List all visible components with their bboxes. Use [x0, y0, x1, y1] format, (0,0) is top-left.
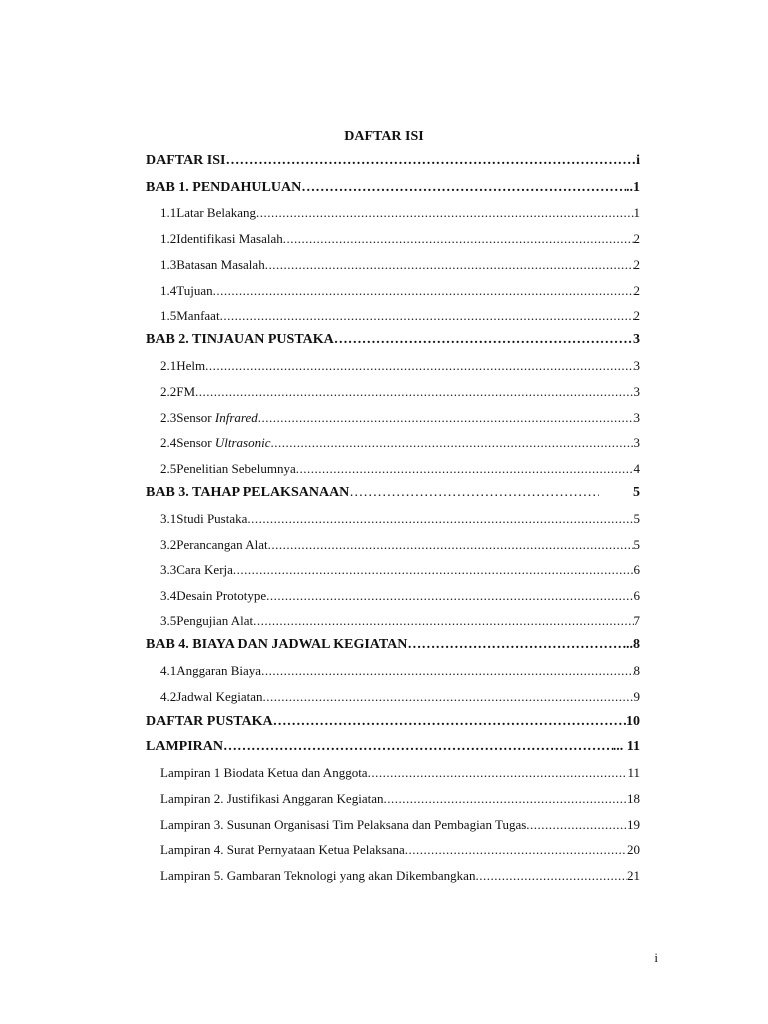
- toc-leader: [271, 435, 634, 451]
- toc-entry: [0, 689, 768, 707]
- toc-entry-page: 11: [627, 765, 640, 780]
- toc-entry-page: 18: [627, 791, 640, 806]
- toc-entry: [0, 588, 768, 606]
- toc-entry-page: 3: [633, 410, 640, 425]
- toc-entry-title: [0, 714, 273, 730]
- toc-entry-title-text: BAB 1. PENDAHULUAN: [146, 180, 302, 195]
- toc-leader: [256, 205, 633, 221]
- toc-entry-title: [176, 231, 283, 247]
- toc-entry-title-text: FM: [176, 384, 196, 399]
- toc-entry-title: [176, 308, 219, 324]
- page-number: i: [654, 950, 658, 965]
- toc-entry-title-text: Pengujian Alat: [176, 613, 254, 628]
- toc-entry-page: 3: [633, 384, 640, 399]
- toc-entry-title: [176, 384, 195, 400]
- toc-leader: [301, 180, 626, 196]
- toc-entry-title: [0, 332, 334, 348]
- toc-entry-page: 3: [633, 435, 640, 450]
- toc-entry-title: [176, 410, 258, 426]
- toc-entry-title-text: DAFTAR PUSTAKA: [146, 714, 273, 729]
- toc-entry-page: 5: [633, 537, 640, 552]
- toc-entry-title: [176, 613, 253, 629]
- toc-entry: [0, 410, 768, 428]
- toc-entry-number: 3.5: [160, 613, 177, 628]
- toc-entry-title-text: Helm: [176, 358, 206, 373]
- toc-entry-title-italic: Ultrasonic: [214, 435, 271, 450]
- toc-entry: [0, 384, 768, 402]
- toc-leader: [195, 384, 633, 400]
- toc-entry-title: [176, 283, 212, 299]
- toc-entry-page: 19: [627, 817, 640, 832]
- toc-entry-title-text: Latar Belakang: [176, 205, 257, 220]
- toc-entry-page: 3: [633, 332, 640, 347]
- toc-entry: [0, 791, 768, 809]
- toc-entry: [0, 153, 768, 173]
- toc-entry-title-text: Cara Kerja: [176, 562, 233, 577]
- toc-entry-page: 5: [633, 485, 640, 500]
- toc-entry: [0, 765, 768, 783]
- toc-entry-page: 2: [633, 308, 640, 323]
- toc-entry-number: 3.1: [160, 511, 177, 526]
- toc-leader: [223, 739, 613, 755]
- toc-entry-title-text: BAB 3. TAHAP PELAKSANAAN: [146, 485, 350, 500]
- toc-entry-title: [0, 765, 368, 781]
- toc-entry-title-text: Lampiran 5. Gambaran Teknologi yang akan Dikembangkan: [160, 868, 476, 883]
- toc-entry: [0, 332, 768, 352]
- toc-leader: [213, 283, 634, 299]
- toc-entry-page: 20: [627, 842, 640, 857]
- toc-entry-page: 8: [633, 663, 640, 678]
- toc-entry-page: 2: [633, 283, 640, 298]
- toc-entry-title-text: Lampiran 4. Surat Pernyataan Ketua Pelaksana: [160, 842, 405, 857]
- toc-entry: [0, 817, 768, 835]
- toc-entry-title: [0, 739, 223, 755]
- toc-entry-title-text: Manfaat: [176, 308, 220, 323]
- toc-entry-title-text: Perancangan Alat: [176, 537, 268, 552]
- toc-entry-title-text: Tujuan: [176, 283, 213, 298]
- toc-entry-title-text: Jadwal Kegiatan: [176, 689, 263, 704]
- toc-entry-title: [176, 689, 262, 705]
- toc-leader: [258, 410, 634, 426]
- toc-entry: [0, 461, 768, 479]
- toc-leader: [253, 613, 633, 629]
- toc-entry: [0, 663, 768, 681]
- toc-entry-title-text: Identifikasi Masalah: [176, 231, 283, 246]
- toc-entry-title: [0, 180, 301, 196]
- toc-entry-title-text: Batasan Masalah: [176, 257, 265, 272]
- toc-entry-title-text: Sensor: [176, 410, 215, 425]
- toc-entry-title-text: LAMPIRAN: [146, 739, 223, 754]
- toc-entry-page: i: [636, 153, 640, 168]
- toc-entry-page: 6: [633, 562, 640, 577]
- toc-entry-title: [176, 562, 233, 578]
- toc-leader: [265, 257, 634, 273]
- toc-leader: [268, 537, 634, 553]
- toc-entry: [0, 257, 768, 275]
- toc-entry-title-text: Studi Pustaka: [176, 511, 248, 526]
- toc-entry-title-text: BAB 4. BIAYA DAN JADWAL KEGIATAN: [146, 637, 408, 652]
- toc-entry-page: 21: [627, 868, 640, 883]
- toc-entry-number: 2.2: [160, 384, 177, 399]
- toc-entry: [0, 511, 768, 529]
- toc-leader: [383, 791, 627, 807]
- toc-leader: [247, 511, 633, 527]
- toc-leader: [205, 358, 633, 374]
- toc-entry-title: [176, 205, 256, 221]
- toc-entry-page: ..1: [626, 180, 640, 195]
- toc-entry: [0, 537, 768, 555]
- toc-leader: [475, 868, 627, 884]
- toc-leader: [526, 817, 627, 833]
- toc-leader: [273, 714, 626, 730]
- toc-entry: [0, 562, 768, 580]
- toc-entry-number: 1.4: [160, 283, 177, 298]
- toc-entry-number: 2.3: [160, 410, 177, 425]
- toc-entry: [0, 485, 768, 505]
- toc-entry-title-text: Desain Prototype: [176, 588, 267, 603]
- toc-entry-number: 1.2: [160, 231, 177, 246]
- toc-entry-number: 3.2: [160, 537, 177, 552]
- toc-entry-title-text: Lampiran 3. Susunan Organisasi Tim Pelaksana dan Pembagian Tugas: [160, 817, 527, 832]
- toc-entry-title: [176, 588, 266, 604]
- toc-entry-page: 9: [633, 689, 640, 704]
- toc-entry-page: 7: [633, 613, 640, 628]
- toc-entry-title: [176, 257, 264, 273]
- toc-entry: [0, 283, 768, 301]
- toc-entry-title-text: Sensor: [176, 435, 215, 450]
- toc-entry-page: ... 11: [612, 739, 640, 754]
- toc-entry: [0, 739, 768, 759]
- toc-entry-title-text: Lampiran 1 Biodata Ketua dan Anggota: [160, 765, 368, 780]
- toc-entry-title: [0, 817, 526, 833]
- toc-entry-number: 2.1: [160, 358, 177, 373]
- toc-entry-title-text: Anggaran Biaya: [176, 663, 262, 678]
- toc-entry-page: 2: [633, 257, 640, 272]
- toc-entry: [0, 180, 768, 200]
- toc-entry-title-text: Penelitian Sebelumnya: [176, 461, 296, 476]
- toc-entry-number: 2.5: [160, 461, 177, 476]
- toc-entry-title: [176, 663, 261, 679]
- toc-entry-number: 4.1: [160, 663, 177, 678]
- toc-entry-title: [176, 537, 267, 553]
- toc-entry-page: ..8: [626, 637, 640, 652]
- toc-entry-title: [0, 153, 225, 169]
- toc-entry-number: 2.4: [160, 435, 177, 450]
- toc-leader: [407, 637, 626, 653]
- toc-entry-page: 10: [626, 714, 640, 729]
- toc-entry-title: [176, 511, 247, 527]
- toc-entry-page: 6: [633, 588, 640, 603]
- page-title: DAFTAR ISI: [344, 129, 424, 144]
- toc-entry-page: 3: [633, 358, 640, 373]
- toc-entry-title-text: BAB 2. TINJAUAN PUSTAKA: [146, 332, 334, 347]
- toc-entry-number: 1.5: [160, 308, 177, 323]
- toc-leader: [334, 332, 633, 348]
- toc-entry-page: 4: [633, 461, 640, 476]
- toc-leader: [266, 588, 633, 604]
- toc-entry-page: 2: [633, 231, 640, 246]
- toc-entry: [0, 205, 768, 223]
- toc-entry: [0, 714, 768, 734]
- toc-leader: [349, 485, 599, 501]
- toc-leader: [296, 461, 634, 477]
- toc-entry: [0, 308, 768, 326]
- toc-entry-title: [176, 358, 205, 374]
- toc-entry-title: [0, 485, 349, 501]
- toc-entry-number: 3.3: [160, 562, 177, 577]
- toc-entry-title: [0, 637, 407, 653]
- toc-entry-title-italic: Infrared: [214, 410, 258, 425]
- toc-entry: [0, 231, 768, 249]
- toc-leader: [263, 689, 634, 705]
- toc-entry-title-text: Lampiran 2. Justifikasi Anggaran Kegiatan: [160, 791, 384, 806]
- toc-leader: [220, 308, 634, 324]
- toc-entry: [0, 435, 768, 453]
- toc-entry: [0, 637, 768, 657]
- toc-entry-number: 3.4: [160, 588, 177, 603]
- toc-entry-number: 1.3: [160, 257, 177, 272]
- toc-leader: [225, 153, 636, 169]
- toc-entry: [0, 613, 768, 631]
- toc-entry: [0, 842, 768, 860]
- toc-leader: [233, 562, 634, 578]
- toc-leader: [405, 842, 627, 858]
- toc-leader: [283, 231, 634, 247]
- toc-entry-title: [0, 842, 405, 858]
- toc-entry-page: 1: [633, 205, 640, 220]
- toc-leader: [368, 765, 628, 781]
- toc-entry-title: [0, 868, 475, 884]
- toc-entry: [0, 358, 768, 376]
- toc-entry-title: [0, 791, 383, 807]
- toc-entry-title: [176, 461, 296, 477]
- toc-entry: [0, 868, 768, 886]
- toc-entry-number: 4.2: [160, 689, 177, 704]
- toc-entry-title: [176, 435, 270, 451]
- toc-leader: [261, 663, 633, 679]
- toc-entry-number: 1.1: [160, 205, 177, 220]
- toc-entry-page: 5: [633, 511, 640, 526]
- toc-entry-title-text: DAFTAR ISI: [146, 153, 226, 168]
